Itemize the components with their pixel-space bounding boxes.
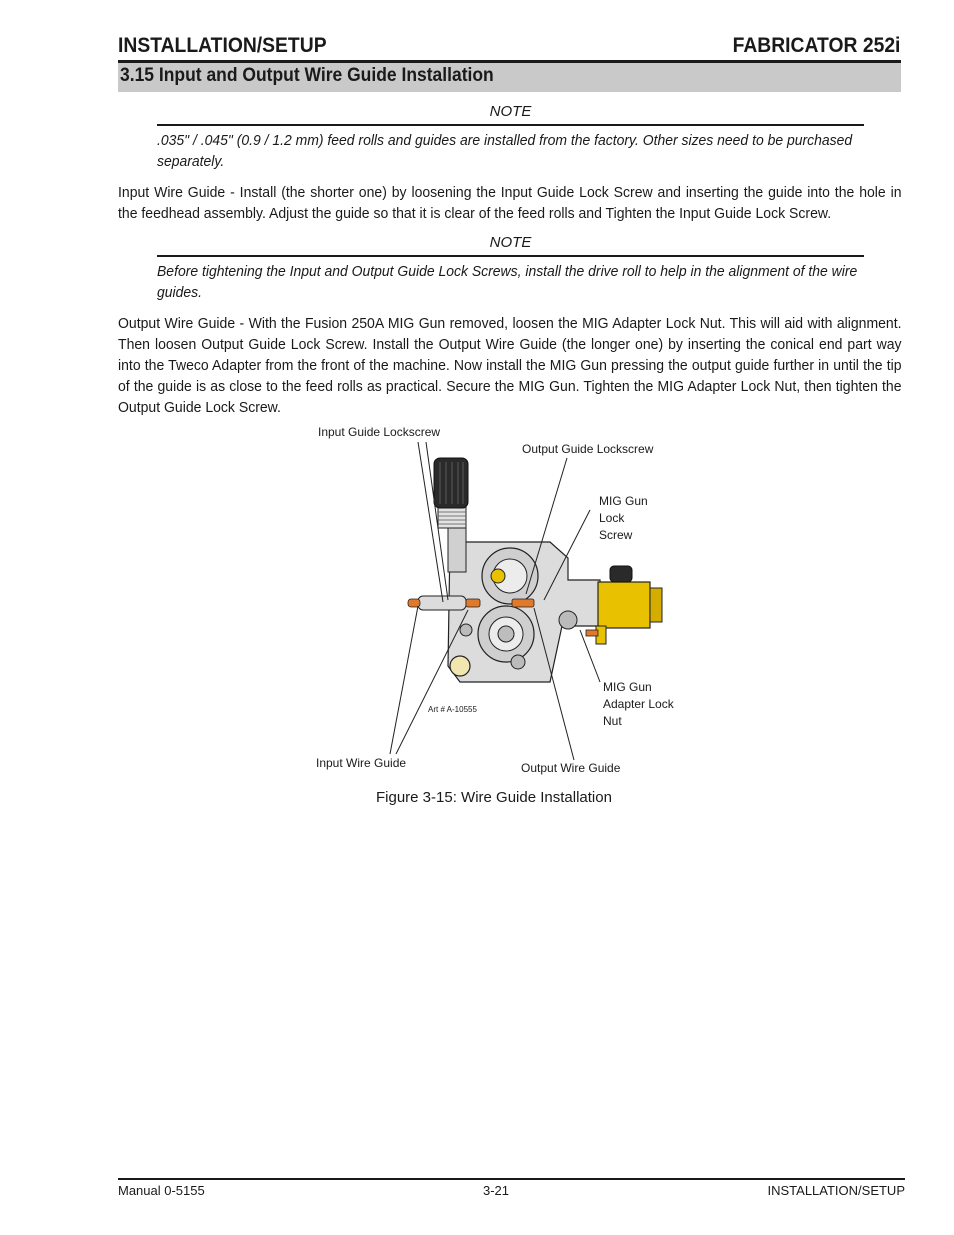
brass-adapter-icon <box>598 582 650 628</box>
note-heading: NOTE <box>489 234 532 251</box>
mount-hole <box>511 655 525 669</box>
mount-hole <box>559 611 577 629</box>
tension-arm <box>448 524 466 572</box>
figure-caption: Figure 3-15: Wire Guide Installation <box>376 789 612 806</box>
adapter-end <box>650 588 662 622</box>
input-guide-tip-icon <box>408 599 420 607</box>
mount-boss <box>450 656 470 676</box>
label-input-wire-guide: Input Wire Guide <box>316 756 407 770</box>
section-title-bar <box>118 63 901 92</box>
output-guide-tip-icon <box>512 599 534 607</box>
paragraph-input-wire-guide: Input Wire Guide - Install (the shorter one) by loosening the Input Guide Lock Screw and inserting the guide into the hole in the feedhead assembly. Adjust the guide so that it is clear of the feed rolls and Tighten the Input Guide Lock Screw. <box>118 184 902 222</box>
label-input-guide-lockscrew: Input Guide Lockscrew <box>318 425 441 439</box>
mount-hole <box>460 624 472 636</box>
footer-page-number: 3-21 <box>483 1183 510 1198</box>
adapter-lock-nut-icon <box>586 630 598 636</box>
header-product-name: FABRICATOR 252i <box>732 34 900 57</box>
note-rule <box>157 124 864 126</box>
note-rule <box>157 255 864 257</box>
footer-manual-number: Manual 0-5155 <box>118 1183 205 1198</box>
label-mig-gun-lock-screw: MIG Gun Lock Screw <box>599 494 648 542</box>
drive-roll-center <box>498 626 514 642</box>
brass-bearing-icon <box>491 569 505 583</box>
note-text: Before tightening the Input and Output Guide Lock Screws, install the drive roll to help in the alignment of the wire guides. <box>157 263 858 301</box>
mig-gun-lock-screw-icon <box>610 566 632 582</box>
wire-guide-installation-figure <box>300 420 700 800</box>
note-heading: NOTE <box>489 103 532 120</box>
section-title: 3.15 Input and Output Wire Guide Installation <box>120 65 494 86</box>
input-guide-end-icon <box>466 599 480 607</box>
footer-rule <box>118 1178 905 1180</box>
label-mig-gun-adapter-lock-nut: MIG Gun Adapter Lock Nut <box>603 680 674 728</box>
footer-section-name: INSTALLATION/SETUP <box>767 1183 905 1198</box>
note-text: .035" / .045" (0.9 / 1.2 mm) feed rolls and guides are installed from the factory. Other sizes need to be purchased separately. <box>157 132 853 170</box>
art-number: Art # A-10555 <box>428 705 477 714</box>
label-output-guide-lockscrew: Output Guide Lockscrew <box>522 442 654 456</box>
paragraph-output-wire-guide: Output Wire Guide - With the Fusion 250A MIG Gun removed, loosen the MIG Adapter Lock Nut. This will aid with alignment. Then loosen Output Guide Lock Screw. Install the Output Wire Guide (the longer one) by inserting the conical end part way into the Tweco Adapter from the front of the machine. Now install the MIG Gun pressing the output guide further in until the tip of the guide is as close to the feed rolls as practical. Secure the MIG Gun. Tighten the MIG Adapter Lock Nut, then tighten the Output Guide Lock Screw. <box>118 315 902 416</box>
header-section-name: INSTALLATION/SETUP <box>118 34 327 57</box>
label-output-wire-guide: Output Wire Guide <box>521 761 621 775</box>
